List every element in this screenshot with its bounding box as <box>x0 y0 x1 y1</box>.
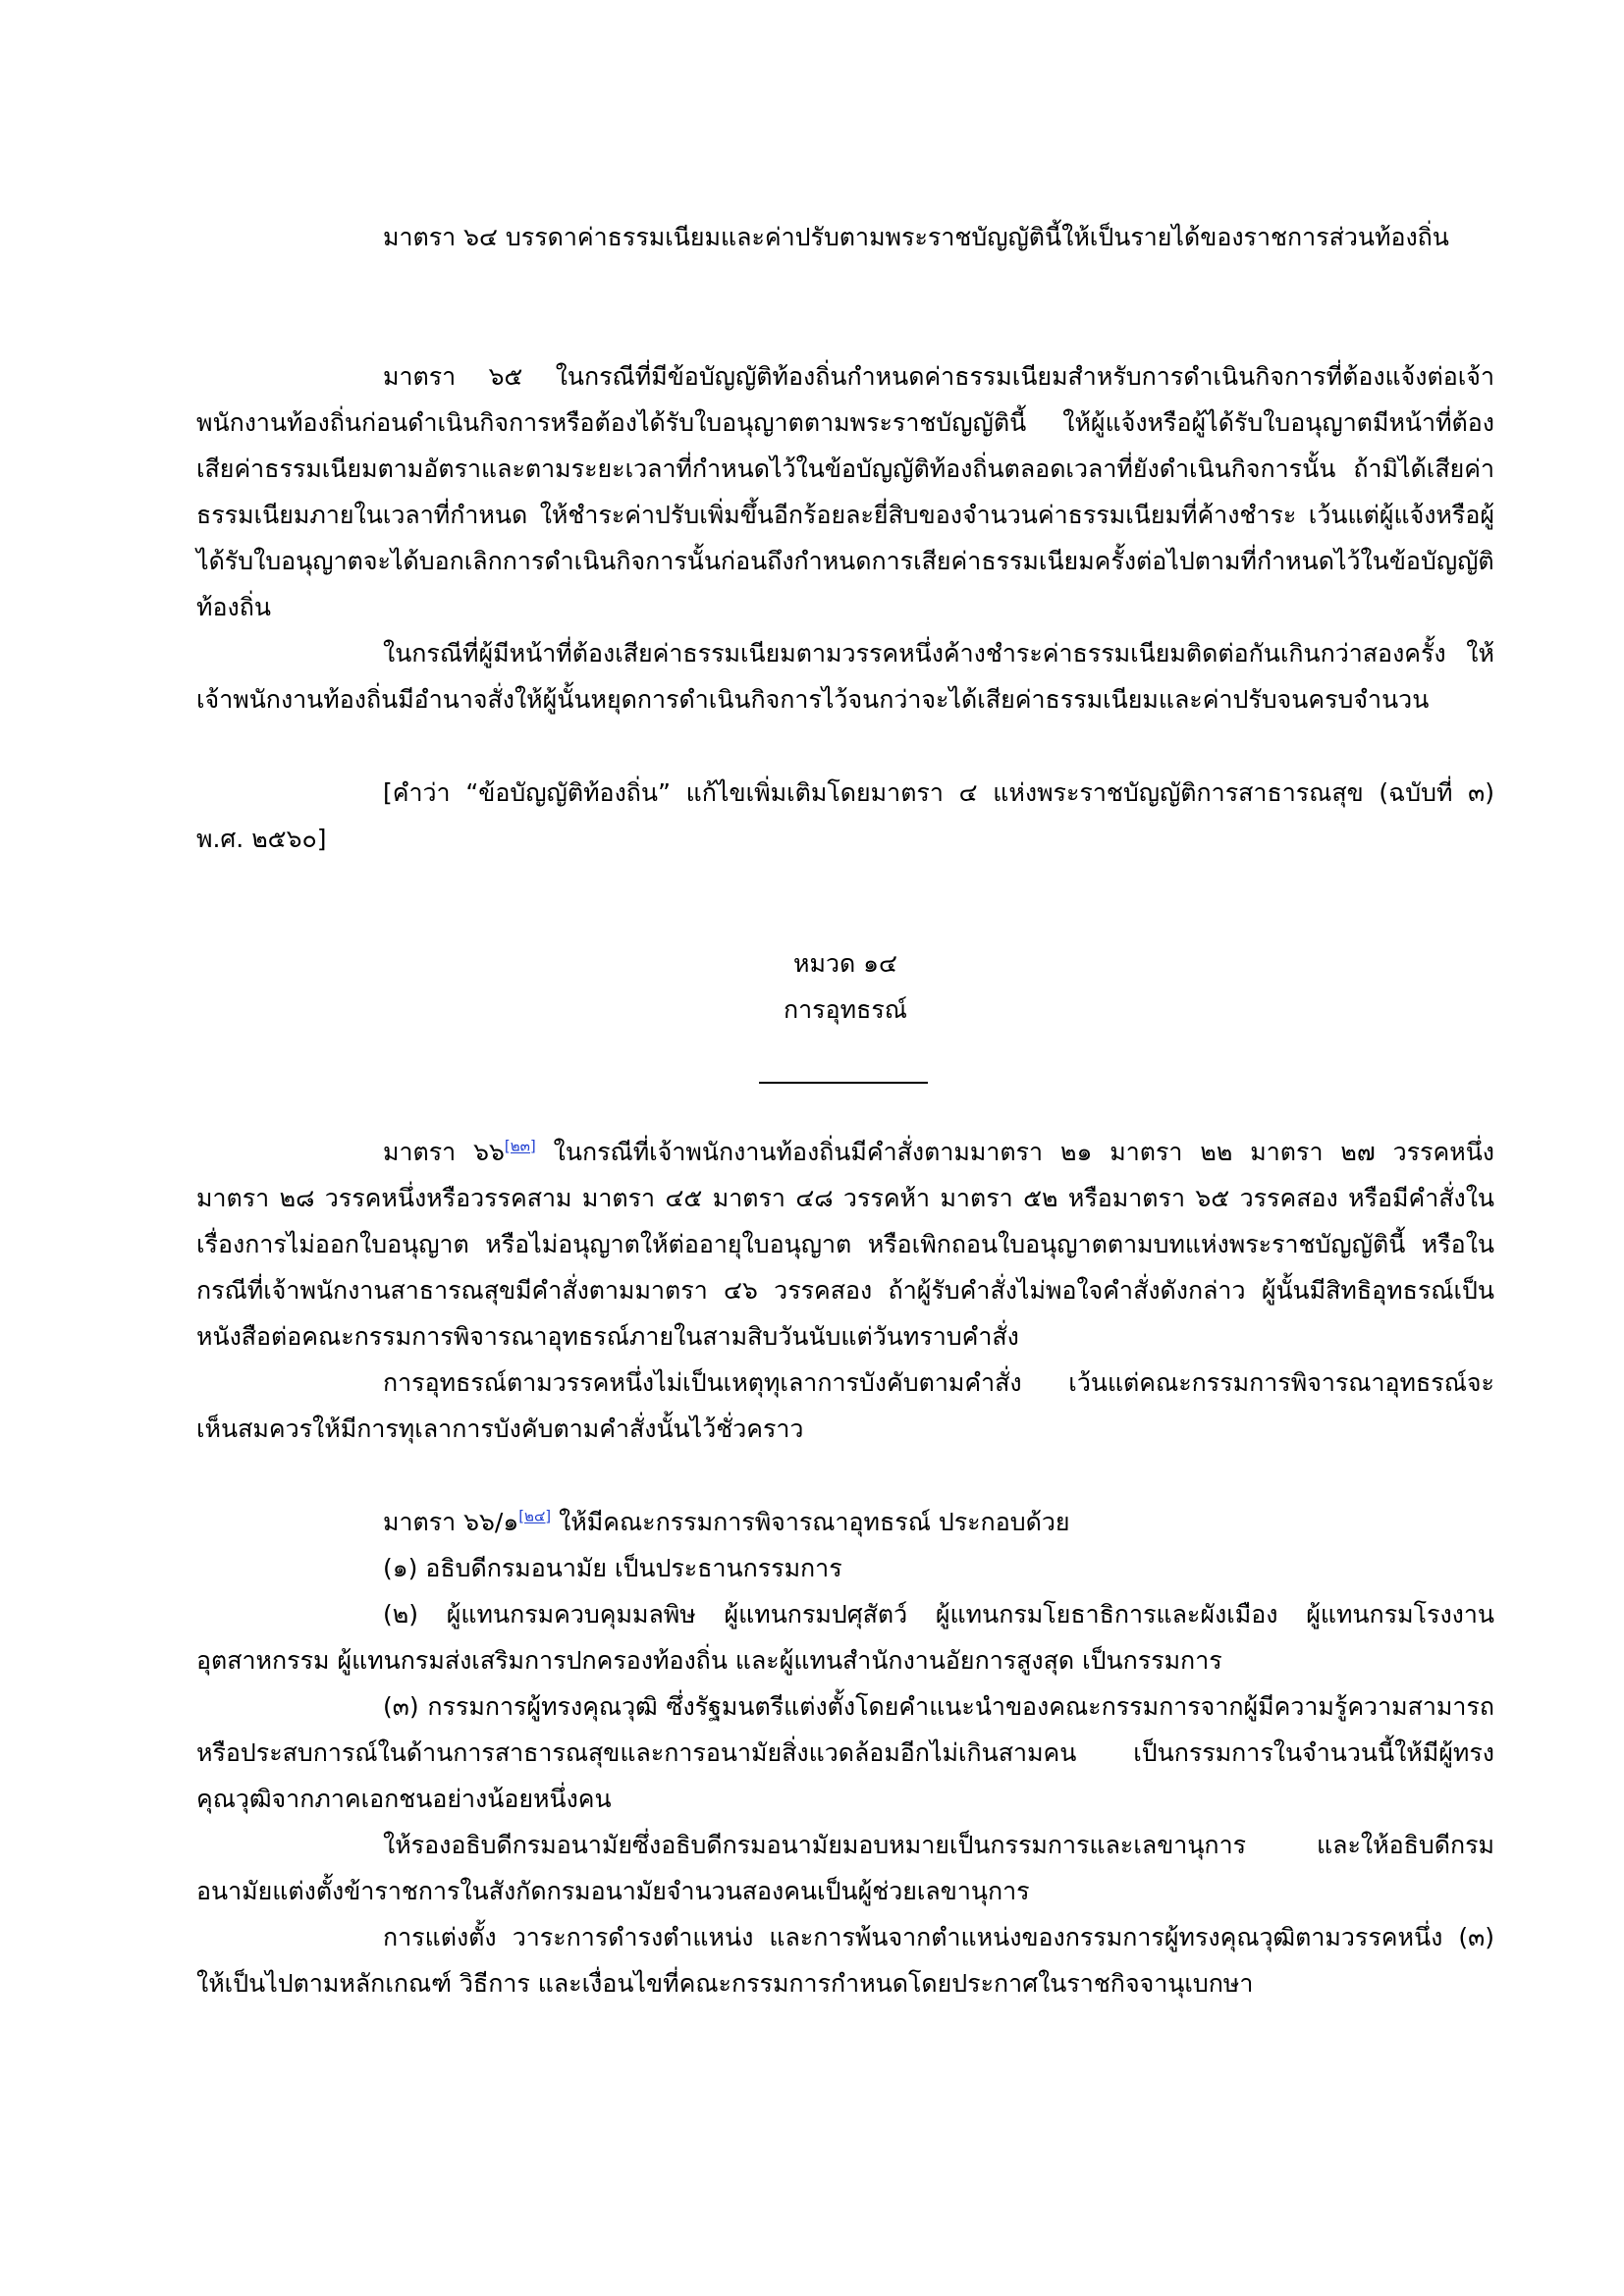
chapter-divider <box>759 1082 928 1084</box>
amendment-note: [คำว่า “ข้อบัญญัติท้องถิ่น” แก้ไขเพิ่มเติมโดยมาตรา ๔ แห่งพระราชบัญญัติการสาธารณสุข (ฉบับที่ ๓) พ.ศ. ๒๕๖๐] <box>196 778 1494 853</box>
section-66-paragraph-2: การอุทธรณ์ตามวรรคหนึ่งไม่เป็นเหตุทุเลาการบังคับตามคำสั่ง เว้นแต่คณะกรรมการพิจารณาอุทธรณ์จะเห็นสมควรให้มีการทุเลาการบังคับตามคำสั่งนั้นไว้ชั่วคราว <box>196 1368 1494 1443</box>
section-66-paragraph-1 <box>196 1129 1494 1360</box>
section-66-1-lead: มาตรา ๖๖/๑ <box>383 1508 519 1536</box>
section-64-paragraph: มาตรา ๖๔ บรรดาค่าธรรมเนียมและค่าปรับตามพระราชบัญญัตินี้ให้เป็นรายได้ของราชการส่วนท้องถิ่น <box>383 223 1449 251</box>
section-66-1-item-2: (๒) ผู้แทนกรมควบคุมมลพิษ ผู้แทนกรมปศุสัตว์ ผู้แทนกรมโยธาธิการและผังเมือง ผู้แทนกรมโรงงานอุตสาหกรรม ผู้แทนกรมส่งเสริมการปกครองท้องถิ่น และผู้แทนสำนักงานอัยการสูงสุด เป็นกรรมการ <box>196 1600 1494 1675</box>
section-66-lead: มาตรา ๖๖ <box>383 1138 505 1166</box>
section-66-1-paragraph-3: การแต่งตั้ง วาระการดำรงตำแหน่ง และการพ้นจากตำแหน่งของกรรมการผู้ทรงคุณวุฒิตามวรรคหนึ่ง (๓) ให้เป็นไปตามหลักเกณฑ์ วิธีการ และเงื่อนไขที่คณะกรรมการกำหนดโดยประกาศในราชกิจจานุเบกษา <box>196 1923 1494 1998</box>
section-66-1-item-1: (๑) อธิบดีกรมอนามัย เป็นประธานกรรมการ <box>383 1554 842 1582</box>
footnote-link-23[interactable]: [๒๓] <box>504 1137 536 1155</box>
footnote-link-24[interactable]: [๒๔] <box>518 1507 552 1525</box>
section-65-paragraph-1: มาตรา ๖๕ ในกรณีที่มีข้อบัญญัติท้องถิ่นกำหนดค่าธรรมเนียมสำหรับการดำเนินกิจการที่ต้องแจ้งต่อเจ้าพนักงานท้องถิ่นก่อนดำเนินกิจการหรือต้องได้รับใบอนุญาตตามพระราชบัญญัตินี้ ให้ผู้แจ้งหรือผู้ได้รับใบอนุญาตมีหน้าที่ต้องเสียค่าธรรมเนียมตามอัตราและตามระยะเวลาที่กำหนดไว้ในข้อบัญญัติท้องถิ่นตลอดเวลาที่ยังดำเนินกิจการนั้น ถ้ามิได้เสียค่าธรรมเนียมภายในเวลาที่กำหนด ให้ชำระค่าปรับเพิ่มขึ้นอีกร้อยละยี่สิบของจำนวนค่าธรรมเนียมที่ค้างชำระ เว้นแต่ผู้แจ้งหรือผู้ได้รับใบอนุญาตจะได้บอกเลิกการดำเนินกิจการนั้นก่อนถึงกำหนดการเสียค่าธรรมเนียมครั้งต่อไปตามที่กำหนดไว้ในข้อบัญญัติท้องถิ่น <box>196 362 1494 621</box>
section-66-1-paragraph-1 <box>196 1499 1494 1545</box>
chapter-title: การอุทธรณ์ <box>784 995 907 1024</box>
section-66-1-paragraph-2: ให้รองอธิบดีกรมอนามัยซึ่งอธิบดีกรมอนามัยมอบหมายเป็นกรรมการและเลขานุการ และให้อธิบดีกรมอนามัยแต่งตั้งข้าราชการในสังกัดกรมอนามัยจำนวนสองคนเป็นผู้ช่วยเลขานุการ <box>196 1831 1494 1905</box>
section-65-paragraph-2: ในกรณีที่ผู้มีหน้าที่ต้องเสียค่าธรรมเนียมตามวรรคหนึ่งค้างชำระค่าธรรมเนียมติดต่อกันเกินกว่าสองครั้ง ให้เจ้าพนักงานท้องถิ่นมีอำนาจสั่งให้ผู้นั้นหยุดการดำเนินกิจการไว้จนกว่าจะได้เสียค่าธรรมเนียมและค่าปรับจนครบจำนวน <box>196 639 1494 714</box>
section-66-body: ในกรณีที่เจ้าพนักงานท้องถิ่นมีคำสั่งตามมาตรา ๒๑ มาตรา ๒๒ มาตรา ๒๗ วรรคหนึ่ง มาตรา ๒๘ วรรคหนึ่งหรือวรรคสาม มาตรา ๔๕ มาตรา ๔๘ วรรคห้า มาตรา ๕๒ หรือมาตรา ๖๕ วรรคสอง หรือมีคำสั่งในเรื่องการไม่ออกใบอนุญาต หรือไม่อนุญาตให้ต่ออายุใบอนุญาต หรือเพิกถอนใบอนุญาตตามบทแห่งพระราชบัญญัตินี้ หรือในกรณีที่เจ้าพนักงานสาธารณสุขมีคำสั่งตามมาตรา ๔๖ วรรคสอง ถ้าผู้รับคำสั่งไม่พอใจคำสั่งดังกล่าว ผู้นั้นมีสิทธิอุทธรณ์เป็นหนังสือต่อคณะกรรมการพิจารณาอุทธรณ์ภายในสามสิบวันนับแต่วันทราบคำสั่ง <box>196 1138 1494 1351</box>
section-66-1-item-3: (๓) กรรมการผู้ทรงคุณวุฒิ ซึ่งรัฐมนตรีแต่งตั้งโดยคำแนะนำของคณะกรรมการจากผู้มีความรู้ความสามารถ หรือประสบการณ์ในด้านการสาธารณสุขและการอนามัยสิ่งแวดล้อมอีกไม่เกินสามคน เป็นกรรมการในจำนวนนี้ให้มีผู้ทรงคุณวุฒิจากภาคเอกชนอย่างน้อยหนึ่งคน <box>196 1692 1494 1813</box>
chapter-number: หมวด ๑๔ <box>793 949 897 978</box>
section-66-1-body: ให้มีคณะกรรมการพิจารณาอุทธรณ์ ประกอบด้วย <box>551 1508 1070 1536</box>
